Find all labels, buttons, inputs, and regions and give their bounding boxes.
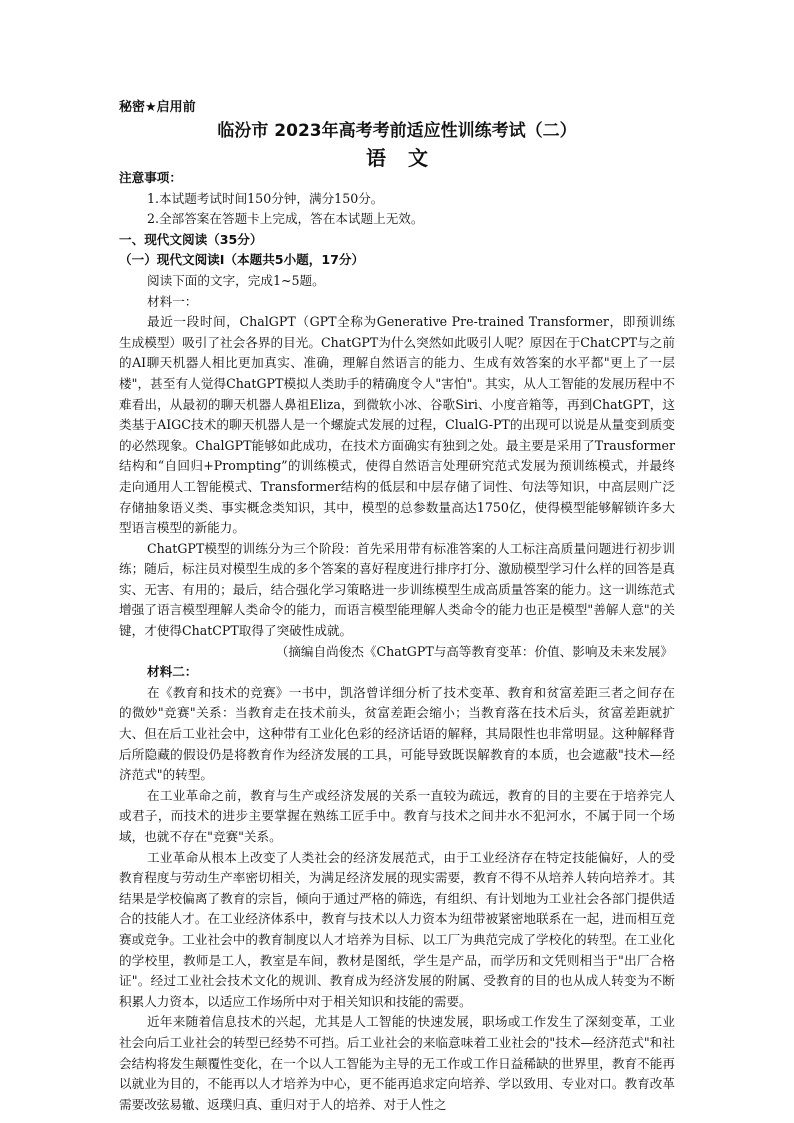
material1-label: 材料一： bbox=[147, 293, 198, 309]
material2-paragraph: 近年来随着信息技术的兴起，尤其是人工智能的快速发展，职场或工作发生了深刻变革，工业社会向后工业社会的转型已经势不可挡。后工业社会的来临意味着工业社会的"技术—经济范式"和社会结构将发生颠覆性变化，在一个以人工智能为主导的无工作或工作日益稀缺的世界里，教育不能再以就业为目的，不能再以人才培养为中心，更不能再追求定向培养、学以致用、专业对口。教育改革需要改弦易辙、返璞归真、重归对于人的培养、对于人性之 bbox=[119, 1014, 675, 1112]
material2-paragraph: 在工业革命之前，教育与生产或经济发展的关系一直较为疏远，教育的目的主要在于培养完人或君子，而技术的进步主要掌握在熟练工匠手中。教育与技术之间井水不犯河水，不属于同一个场域，也就不存在"竞赛"关系。 bbox=[119, 787, 675, 844]
exam-title: 临汾市 2023年高考考前适应性训练考试（二） bbox=[217, 121, 577, 141]
exam-body bbox=[119, 168, 675, 1115]
notice-heading: 注意事项： bbox=[119, 170, 182, 185]
subject-title: 语文 bbox=[366, 146, 450, 170]
material2-label: 材料二： bbox=[147, 664, 198, 680]
notice-item: 1.本试题考试时间150分钟，满分150分。 bbox=[147, 190, 384, 206]
section-heading: 一、现代文阅读（35分） bbox=[119, 231, 263, 247]
reading-instruction: 阅读下面的文字，完成1~5题。 bbox=[147, 272, 325, 288]
material1-paragraph: 最近一段时间，ChalGPT（GPT全称为Generative Pre-trained Transformer，即预训练生成模型）吸引了社会各界的目光。ChatGPT为什么突然如此吸引人呢？原因在于ChatCPT与之前的AI聊天机器人相比更加真实、准确，理解自然语言的能力、生成有效答案的水平都"更上了一层楼"，甚至有人觉得ChatGPT模拟人类助手的精确度令人"害怕"。其实，从人工智能的发展历程中不难看出，从最初的聊天机器人鼻祖Eliza，到微软小冰、谷歌Siri、小度音箱等，再到ChatGPT，这类基于AIGC技术的聊天机器人是一个螺旋式发展的过程，ClualG-PT的出现可以说是从量变到质变的必然现象。ChalGPT能够如此成功，在技术方面确实有独到之处。最主要是采用了Trausformer结构和“自回归+Prompting”的训练模式，使得自然语言处理研究范式发展为预训练模式，并最终走向通用人工智能模式、Transformer结构的低层和中层存储了词性、句法等知识，中高层则广泛存储抽象语义类、事实概念类知识，其中，模型的总参数量高达1750亿，使得模型能够解锁许多大型语言模型的新能力。 bbox=[119, 314, 675, 536]
confidential-label: 秘密★启用前 bbox=[119, 100, 196, 115]
material2-paragraph: 在《教育和技术的竞赛》一书中，凯洛曾详细分析了技术变革、教育和贫富差距三者之间存在的微妙"竞赛"关系：当教育走在技术前头，贫富差距会缩小；当教育落在技术后头，贫富差距就扩大、但在后工业社会中，这种带有工业化色彩的经济话语的解释，其局限性也非常明显。这种解释背后所隐藏的假设仍是将教育作为经济发展的工具，可能导致既误解教育的本质，也会遮蔽"技术—经济范式"的转型。 bbox=[119, 684, 675, 783]
material2-paragraph: 工业革命从根本上改变了人类社会的经济发展范式，由于工业经济存在特定技能偏好，人的受教育程度与劳动生产率密切相关，为满足经济发展的现实需要，教育不得不从培养人转向培养才。其结果是学校偏离了教育的宗旨，倾向于通过严格的筛选，有组织、有计划地为工业社会各部门提供适合的技能人才。在工业经济体系中，教育与技术以人力资本为纽带被紧密地联系在一起，进而相互竞赛或竞争。工业社会中的教育制度以人才培养为目标、以工厂为典范完成了学校化的转型。在工业化的学校里，教师是工人，教室是车间，教材是图纸，学生是产品，而学历和文凭则相当于"出厂合格证"。经过工业社会技术文化的规训、教育成为经济发展的附属、受教育的目的也从成人转变为不断积累人力资本，以适应工作场所中对于相关知识和技能的需要。 bbox=[119, 849, 675, 1009]
material1-source: （摘编自尚俊杰《ChatGPT与高等教育变革：价值、影响及未来发展》 bbox=[275, 643, 673, 659]
subsection-heading: （一）现代文阅读Ⅰ（本题共5小题，17分） bbox=[119, 252, 365, 268]
notice-item: 2.全部答案在答题卡上完成，答在本试题上无效。 bbox=[147, 211, 424, 227]
material1-paragraph: ChatGPT模型的训练分为三个阶段：首先采用带有标准答案的人工标注高质量问题进行初步训练；随后，标注员对模型生成的多个答案的喜好程度进行排序打分、激励模型学习什么样的回答是真实、无害、有用的；最后，结合强化学习策略进一步训练模型生成高质量答案的能力。这一训练范式增强了语言模型理解人类命令的能力，而语言模型能理解人类命令的能力也正是模型"善解人意"的关键，才使得ChatCPT取得了突破性成就。 bbox=[119, 540, 675, 639]
